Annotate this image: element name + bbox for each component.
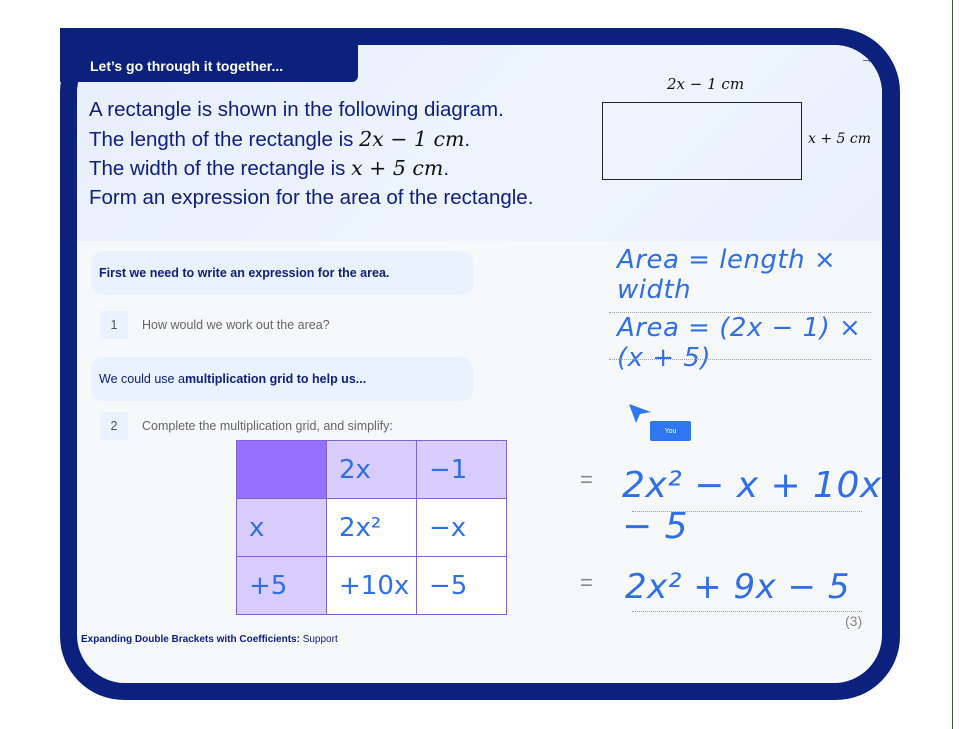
collaborator-cursor-label: You	[650, 421, 691, 441]
grid-row-header-cell[interactable]: +5	[237, 557, 327, 615]
length-expression: 2x − 1 cm	[359, 126, 465, 151]
question-text	[89, 96, 533, 212]
header-tab	[60, 28, 358, 82]
grid-row-header-cell[interactable]: x	[237, 499, 327, 557]
footer-title: Expanding Double Brackets with Coefficients: Support	[81, 634, 338, 645]
grid-cell[interactable]: +10x	[327, 557, 417, 615]
slide-panel	[77, 45, 882, 683]
answer-line-3-underline	[632, 511, 862, 512]
grid-cell[interactable]: −5	[417, 557, 507, 615]
width-expression: x + 5 cm	[351, 156, 444, 180]
answer-line-4[interactable]: 2x² + 9x − 5	[625, 567, 850, 607]
grid-cell[interactable]: −x	[417, 499, 507, 557]
equals-sign-2: =	[580, 570, 593, 595]
header-tab-label: Let’s go through it together...	[90, 58, 284, 74]
grid-header-cell[interactable]: 2x	[327, 441, 417, 499]
diagram-length-label: 2x − 1 cm	[667, 75, 745, 93]
diagram-width-label: x + 5 cm	[808, 131, 871, 147]
equals-sign-1: =	[580, 467, 593, 492]
question-line-4: Form an expression for the area of the rectangle.	[89, 185, 534, 209]
grid-header-row	[237, 441, 507, 499]
answer-line-3[interactable]: 2x² − x + 10x − 5	[622, 465, 882, 547]
step-2	[100, 412, 393, 440]
rectangle-diagram	[602, 102, 802, 180]
answer-line-2[interactable]: Area = (2x − 1) × (x + 5)	[617, 313, 862, 373]
arrow-right-icon: →	[860, 50, 874, 66]
callout-multiplication-grid: We could use a multiplication grid to help us...	[91, 357, 473, 401]
step-number-badge: 1	[100, 311, 128, 339]
answer-line-2-underline	[609, 359, 871, 360]
step-number-badge: 2	[100, 412, 128, 440]
grid-cell[interactable]: 2x²	[327, 499, 417, 557]
question-line-1: A rectangle is shown in the following diagram.	[89, 98, 504, 121]
multiplication-grid	[236, 440, 507, 615]
grid-header-cell[interactable]: −1	[417, 441, 507, 499]
step-2-text: Complete the multiplication grid, and simplify:	[142, 419, 393, 433]
step-1	[100, 311, 330, 339]
answer-line-4-underline	[632, 611, 862, 612]
question-line-2: The length of the rectangle is 2x − 1 cm.	[89, 126, 471, 151]
grid-corner-cell	[237, 441, 327, 499]
right-edge-divider	[952, 0, 953, 729]
grid-row	[237, 499, 507, 557]
step-1-text: How would we work out the area?	[142, 318, 330, 332]
grid-row	[237, 557, 507, 615]
cursor-pointer-icon	[627, 402, 653, 424]
callout-area-expression: First we need to write an expression for the area.	[91, 251, 473, 295]
answer-line-1[interactable]: Area = length × width	[617, 245, 837, 305]
marks-indicator: (3)	[845, 613, 863, 629]
question-line-3: The width of the rectangle is x + 5 cm.	[89, 156, 450, 180]
